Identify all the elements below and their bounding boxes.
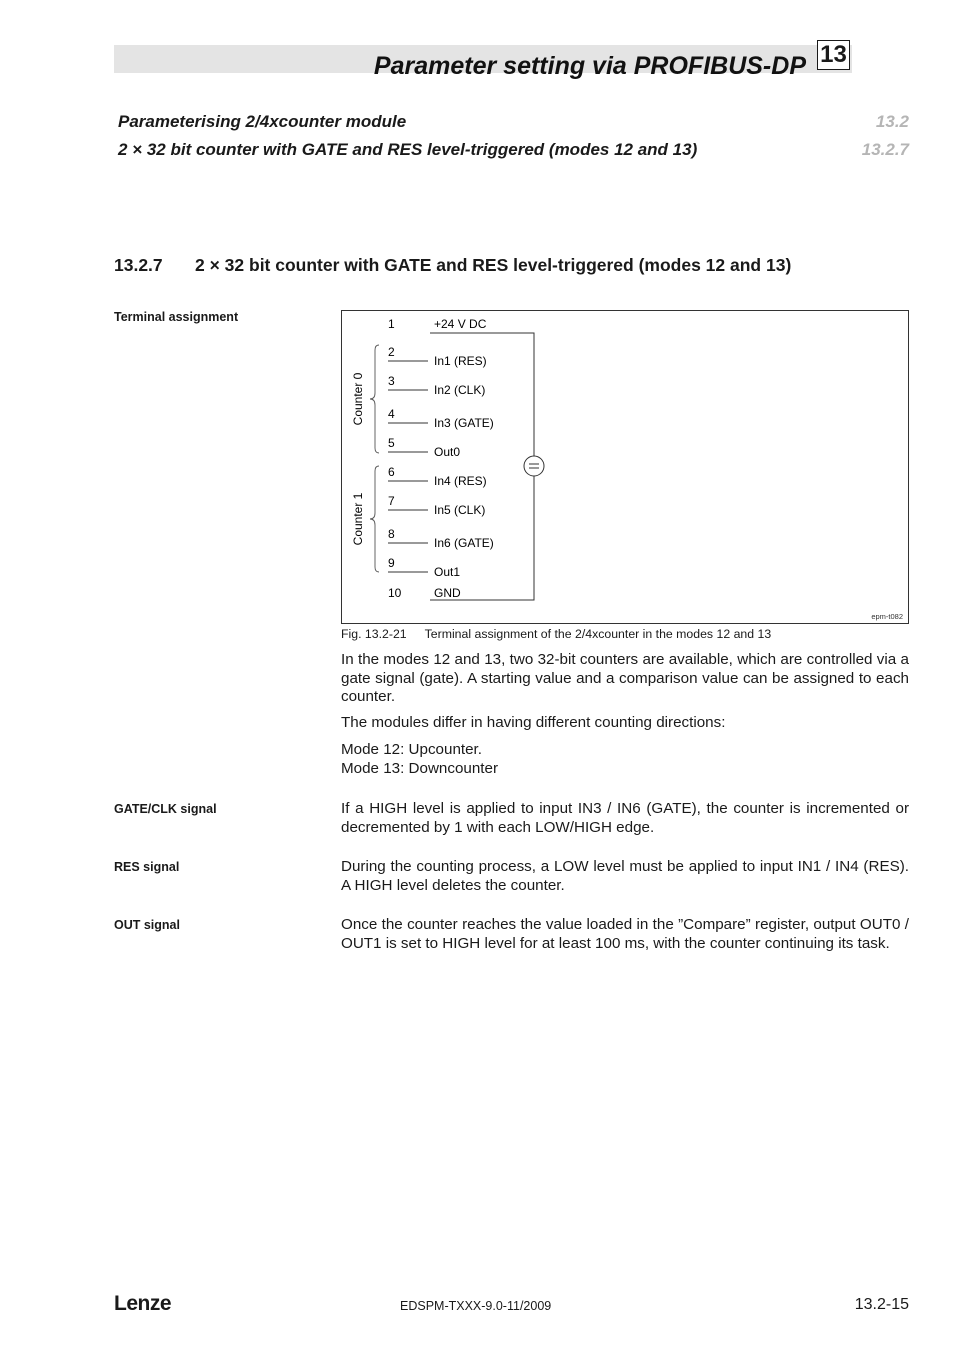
label-res-signal: RES signal	[114, 860, 180, 874]
counter-0-brace	[370, 345, 379, 453]
terminal-row-5	[388, 436, 460, 459]
subheading-module-number: 13.2	[875, 112, 909, 131]
paragraph-out: Once the counter reaches the value loaded in the ”Compare” register, output OUT0 / OUT1 is set to HIGH level for at least 100 ms, with the counter continuing its task.	[341, 916, 909, 952]
label-terminal-assignment: Terminal assignment	[114, 310, 239, 324]
terminal-number: 4	[388, 407, 395, 421]
paragraph-gate-clk: If a HIGH level is applied to input IN3 / IN6 (GATE), the counter is incremented or decremented by 1 with each LOW/HIGH edge.	[341, 800, 909, 836]
terminal-label: +24 V DC	[434, 317, 487, 331]
terminal-row-10	[388, 586, 461, 600]
terminal-number: 3	[388, 374, 395, 388]
terminal-row-6	[388, 465, 487, 488]
terminal-number: 10	[388, 586, 402, 600]
terminal-label: Out1	[434, 565, 461, 579]
figure-caption-text: Terminal assignment of the 2/4xcounter in the modes 12 and 13	[424, 627, 772, 641]
terminal-number: 1	[388, 317, 395, 331]
terminal-label: In1 (RES)	[434, 354, 487, 368]
mode-13: Mode 13: Downcounter	[341, 759, 499, 777]
terminal-number: 6	[388, 465, 395, 479]
counter-0-label: Counter 0	[351, 372, 365, 426]
subheading-section-number: 13.2.7	[861, 140, 909, 159]
terminal-row-2	[388, 345, 487, 368]
terminal-row-7	[388, 494, 485, 517]
terminal-housing	[430, 333, 534, 600]
terminal-diagram-frame	[341, 310, 909, 624]
terminal-label: In2 (CLK)	[434, 383, 486, 397]
terminal-label: In6 (GATE)	[434, 536, 494, 550]
terminal-label: In5 (CLK)	[434, 503, 486, 517]
subheading-section: 2 × 32 bit counter with GATE and RES level-triggered (modes 12 and 13)	[118, 140, 698, 159]
paragraph-intro: In the modes 12 and 13, two 32-bit counters are available, which are controlled via a gate signal (gate). A starting value and a comparison value can be assigned to each counter.	[341, 651, 909, 705]
terminal-row-9	[388, 556, 460, 579]
counter-1-brace	[370, 466, 379, 572]
mode-12: Mode 12: Upcounter.	[341, 741, 482, 758]
terminal-row-3	[388, 374, 485, 397]
section-title: 2 × 32 bit counter with GATE and RES level-triggered (modes 12 and 13)	[195, 255, 792, 275]
figure-caption	[341, 627, 771, 641]
lenze-logo: Lenze	[114, 1292, 172, 1315]
figure-caption-number: Fig. 13.2-21	[341, 627, 407, 641]
shield-ground-icon	[524, 456, 544, 476]
document-code: EDSPM-TXXX-9.0-11/2009	[400, 1299, 552, 1313]
terminal-number: 8	[388, 527, 395, 541]
counter-1-label: Counter 1	[351, 492, 365, 546]
chapter-number: 13	[817, 40, 850, 70]
page-number: 13.2-15	[854, 1296, 909, 1313]
terminal-diagram	[342, 311, 908, 623]
terminal-number: 7	[388, 494, 395, 508]
paragraph-res: During the counting process, a LOW level must be applied to input IN1 / IN4 (RES). A HIGH level deletes the counter.	[341, 858, 909, 894]
terminal-row-1	[388, 317, 487, 331]
terminal-label: Out0	[434, 445, 461, 459]
terminal-number: 5	[388, 436, 395, 450]
subheading-module: Parameterising 2/4xcounter module	[118, 112, 407, 131]
terminal-label: In3 (GATE)	[434, 416, 494, 430]
terminal-row-8	[388, 527, 494, 550]
label-gate-clk-signal: GATE/CLK signal	[114, 802, 217, 816]
terminal-label: In4 (RES)	[434, 474, 487, 488]
terminal-number: 2	[388, 345, 395, 359]
terminal-row-4	[388, 407, 494, 430]
page-title: Parameter setting via PROFIBUS-DP	[373, 52, 806, 80]
paragraph-directions: The modules differ in having different counting directions:	[341, 714, 726, 731]
terminal-label: GND	[434, 586, 461, 600]
label-out-signal: OUT signal	[114, 918, 180, 932]
figure-code: epm-t082	[871, 612, 903, 621]
section-number: 13.2.7	[114, 255, 163, 275]
terminal-number: 9	[388, 556, 395, 570]
mode-list	[341, 741, 909, 778]
